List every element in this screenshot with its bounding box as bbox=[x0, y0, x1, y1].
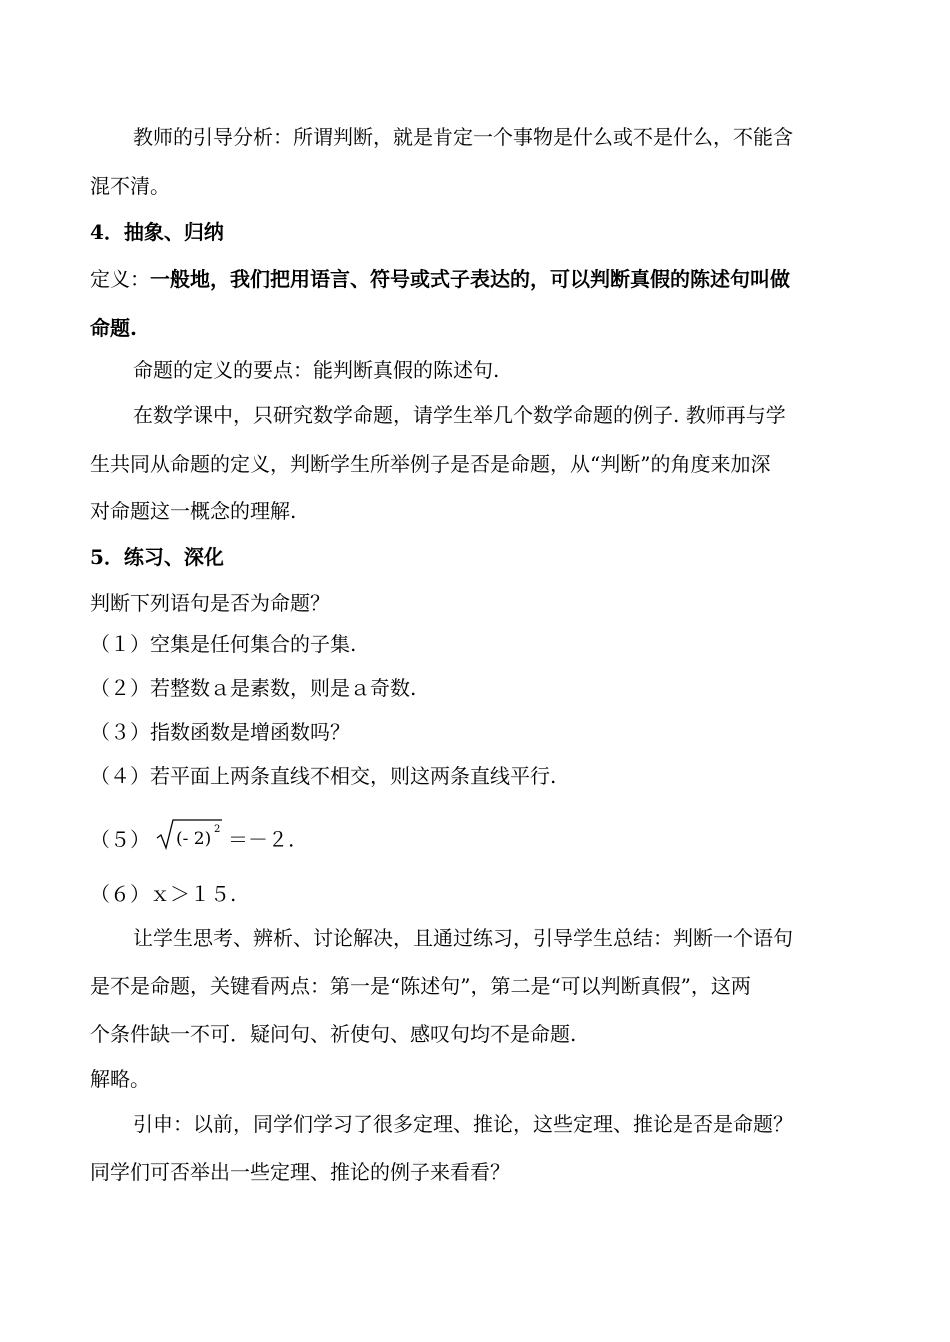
definition-prefix: 定义： bbox=[90, 267, 150, 291]
definition-line-2: 命题. bbox=[90, 316, 137, 340]
section-5-heading: 5．练习、深化 bbox=[90, 545, 224, 569]
paragraph-extension-line-2: 同学们可否举出一些定理、推论的例子来看看？ bbox=[90, 1160, 510, 1184]
exercise-item-1: （１）空集是任何集合的子集. bbox=[90, 632, 357, 656]
paragraph-math-course-line-1: 在数学课中，只研究数学命题，请学生举几个数学命题的例子. 教师再与学 bbox=[133, 403, 786, 427]
exercise-item-4: （４）若平面上两条直线不相交，则这两条直线平行. bbox=[90, 764, 557, 788]
exercise-5-rhs: ＝－２. bbox=[228, 827, 295, 852]
paragraph-summary-line-1: 让学生思考、辨析、讨论解决，且通过练习，引导学生总结：判断一个语句 bbox=[133, 926, 793, 950]
radicand-base: (- 2) bbox=[176, 829, 212, 849]
square-root-expression bbox=[156, 818, 224, 852]
paragraph-math-course-line-2: 生共同从命题的定义，判断学生所举例子是否是命题，从“判断”的角度来加深 bbox=[90, 452, 771, 476]
section-4-heading: 4．抽象、归纳 bbox=[90, 220, 224, 244]
exercise-item-3: （３）指数函数是增函数吗？ bbox=[90, 720, 350, 744]
paragraph-summary-line-2: 是不是命题，关键看两点：第一是“陈述句”，第二是“可以判断真假”，这两 bbox=[90, 974, 751, 998]
paragraph-math-course-line-3: 对命题这一概念的理解. bbox=[90, 499, 297, 523]
exercise-item-6: （６）ｘ＞１５. bbox=[90, 882, 237, 906]
square-root-icon bbox=[156, 818, 224, 852]
exercise-5-label: （５） bbox=[90, 827, 150, 852]
paragraph-teacher-analysis-line-1: 教师的引导分析：所谓判断，就是肯定一个事物是什么或不是什么，不能含 bbox=[133, 125, 793, 149]
paragraph-summary-line-3: 个条件缺一不可．疑问句、祈使句、感叹句均不是命题. bbox=[90, 1022, 577, 1046]
exercise-prompt: 判断下列语句是否为命题？ bbox=[90, 591, 330, 615]
definition-text: 一般地，我们把用语言、符号或式子表达的，可以判断真假的陈述句叫做 bbox=[150, 267, 790, 291]
solution-text: 解略。 bbox=[90, 1067, 150, 1091]
definition-key-points: 命题的定义的要点：能判断真假的陈述句. bbox=[133, 358, 500, 382]
definition-line-1 bbox=[90, 266, 790, 292]
exercise-item-5 bbox=[90, 824, 294, 854]
exercise-item-2: （２）若整数ａ是素数，则是ａ奇数. bbox=[90, 676, 417, 700]
paragraph-extension-line-1: 引申：以前，同学们学习了很多定理、推论，这些定理、推论是否是命题？ bbox=[133, 1112, 793, 1136]
paragraph-teacher-analysis-line-2: 混不清。 bbox=[90, 174, 170, 198]
radicand-exponent: 2 bbox=[214, 824, 221, 835]
